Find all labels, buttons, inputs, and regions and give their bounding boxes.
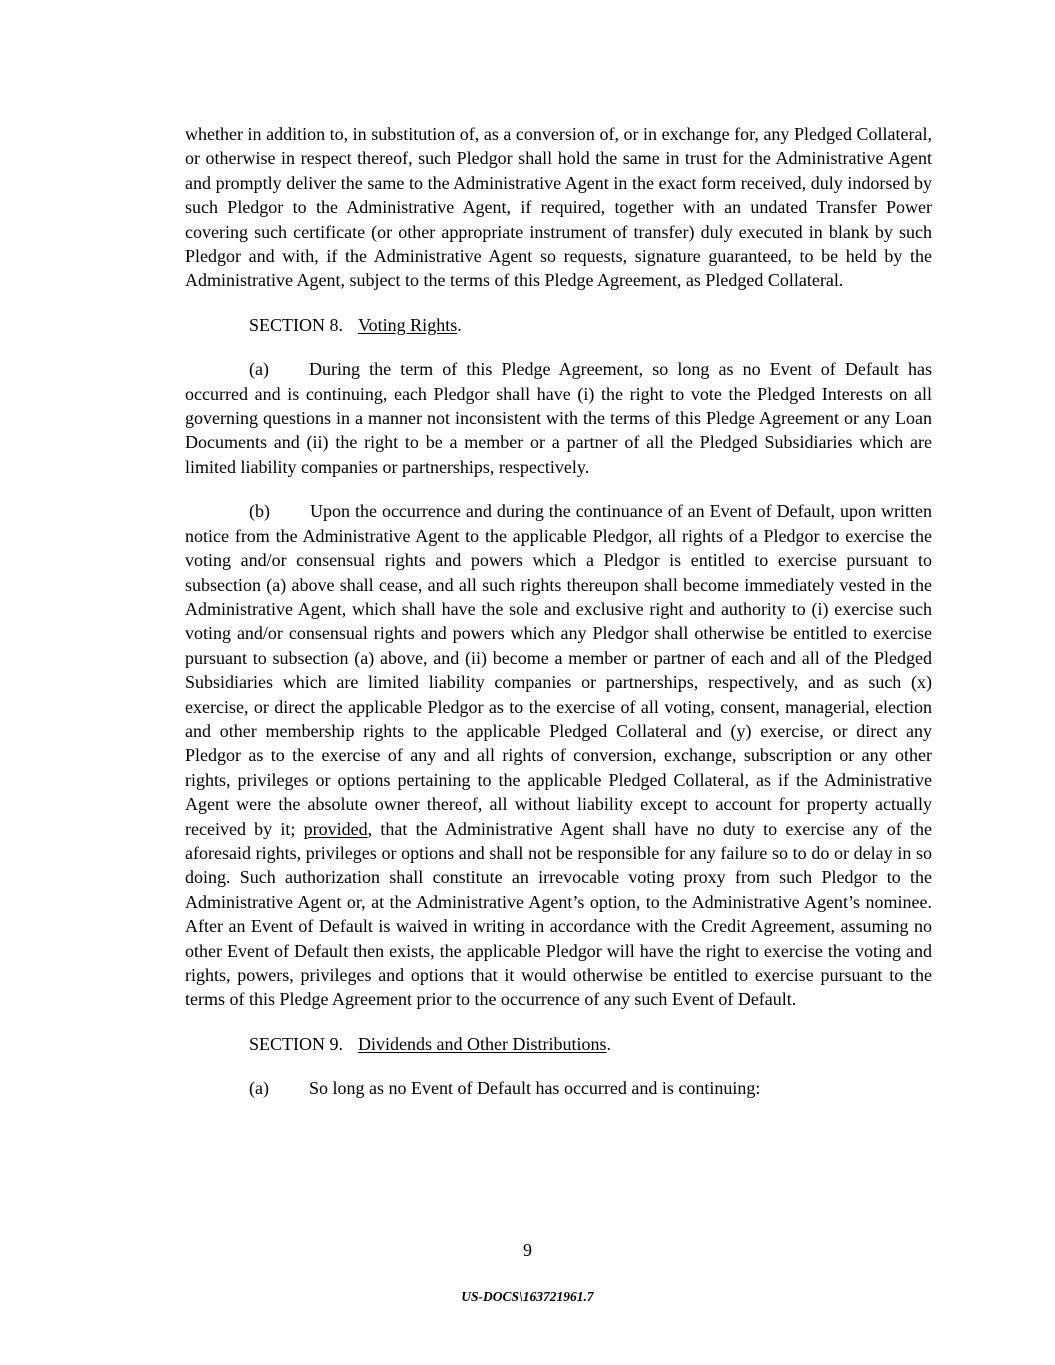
- paragraph-8a-text: During the term of this Pledge Agreement, so long as no Event of Default has occurred and is continuing, each Pledgor shall have (i) the right to vote the Pledged Interests on all governing questions in a manner not inconsistent with the terms of this Pledge Agreement or any Loan Documents and (ii) the right to be a member or a partner of all the Pledged Subsidiaries which are limited liability companies or partnerships, respectively.: [185, 359, 932, 477]
- paragraph-continuation: whether in addition to, in substitution of, as a conversion of, or in exchange for, any Pledged Collateral, or otherwise in respect thereof, such Pledgor shall hold the same in trust for the Administrative Agent and promptly deliver the same to the Administrative Agent in the exact form received, duly indorsed by such Pledgor to the Administrative Agent, if required, together with an undated Transfer Power covering such certificate (or other appropriate instrument of transfer) duly executed in blank by such Pledgor and with, if the Administrative Agent so requests, signature guaranteed, to be held by the Administrative Agent, subject to the terms of this Pledge Agreement, as Pledged Collateral.: [185, 124, 932, 291]
- paragraph-8a-marker: (a): [249, 359, 269, 380]
- paragraph-8b-text-before: Upon the occurrence and during the continuance of an Event of Default, upon written notice from the Administrative Agent to the applicable Pledgor, all rights of a Pledgor to exercise the voting and/or consensual rights and powers which a Pledgor is entitled to exercise pursuant to subsection (a) above shall cease, and all such rights thereupon shall become immediately vested in the Administrative Agent, which shall have the sole and exclusive right and authority to (i) exercise such voting and/or consensual rights and powers which any Pledgor shall otherwise be entitled to exercise pursuant to subsection (a) above, and (ii) become a member or partner of each and all of the Pledged Subsidiaries which are limited liability companies or partnerships, respectively, and as such (x) exercise, or direct the applicable Pledgor as to the exercise of all voting, consent, managerial, election and other membership rights to the applicable Pledged Collateral and (y) exercise, or direct any Pledgor as to the exercise of any and all rights of conversion, exchange, subscription or any other rights, privileges or options pertaining to the applicable Pledged Collateral, as if the Administrative Agent were the absolute owner thereof, all without liability except to account for property actually received by it;: [185, 501, 932, 839]
- paragraph-9a: [185, 1076, 932, 1100]
- section-9-heading: [185, 1032, 932, 1056]
- page-number: 9: [523, 1240, 532, 1260]
- paragraph-8b-provided-term: provided: [303, 818, 368, 839]
- section-8-title: Voting Rights: [358, 314, 458, 335]
- paragraph-8b-marker: (b): [249, 501, 270, 522]
- paragraph-8b: [185, 499, 932, 1012]
- section-9-period: .: [606, 1033, 611, 1054]
- section-9-title: Dividends and Other Distributions: [358, 1033, 607, 1054]
- paragraph-8a: [185, 357, 932, 479]
- section-9-label: SECTION 9.: [249, 1033, 343, 1054]
- page-body: [185, 122, 932, 1101]
- paragraph-9a-marker: (a): [249, 1078, 269, 1099]
- paragraph-8b-text-after: , that the Administrative Agent shall have no duty to exercise any of the aforesaid rights, privileges or options and shall not be responsible for any failure so to do or delay in so doing. Such authorization shall constitute an irrevocable voting proxy from such Pledgor to the Administrative Agent or, at the Administrative Agent’s option, to the Administrative Agent’s nominee. After an Event of Default is waived in writing in accordance with the Credit Agreement, assuming no other Event of Default then exists, the applicable Pledgor will have the right to exercise the voting and rights, powers, privileges and options that it would otherwise be entitled to exercise pursuant to the terms of this Pledge Agreement prior to the occurrence of any such Event of Default.: [185, 818, 932, 1010]
- section-8-period: .: [457, 314, 462, 335]
- paragraph-9a-text: So long as no Event of Default has occurred and is continuing:: [308, 1078, 761, 1099]
- footer-doc-id: US-DOCS\163721961.7: [461, 1289, 594, 1304]
- section-8-label: SECTION 8.: [249, 314, 343, 335]
- section-8-heading: [185, 313, 932, 337]
